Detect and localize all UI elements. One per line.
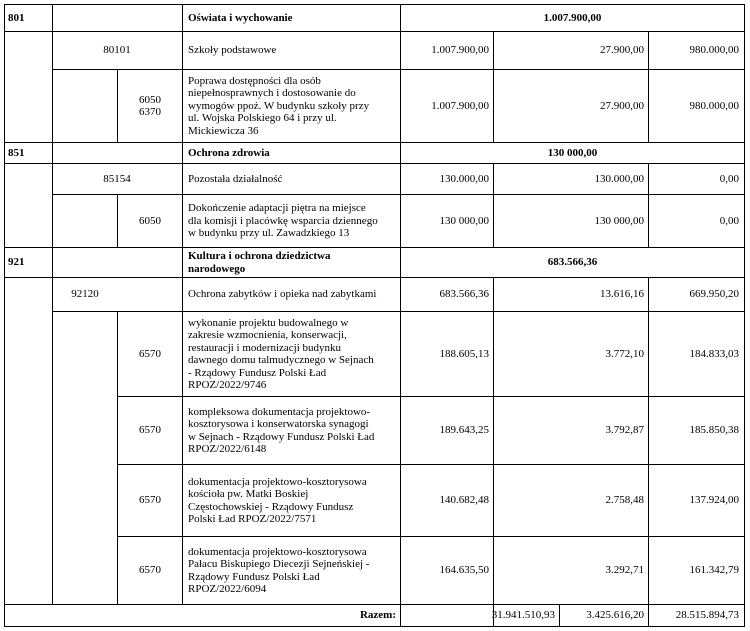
rozdzial-value-2: 130.000,00 — [594, 172, 644, 185]
item-value-2: 3.792,87 — [605, 424, 644, 437]
item-value-2: 27.900,00 — [600, 99, 644, 112]
paragraph-code: 6570 — [139, 347, 161, 360]
rozdzial-value-2: 13.616,16 — [600, 288, 644, 301]
rozdzial-name: Szkoły podstawowe — [188, 44, 277, 57]
total-value-3: 28.515.894,73 — [675, 609, 739, 622]
item-value-2: 3.772,10 — [605, 347, 644, 360]
item-value-3: 0,00 — [719, 214, 739, 227]
item-value-3: 184.833,03 — [689, 347, 739, 360]
rozdzial-value-3: 0,00 — [719, 172, 739, 185]
item-description: Dokończenie adaptacji piętra na miejsce dla komisji i placówkę wsparcia dziennego w budynku przy ul. Zawadzkiego 13 — [188, 202, 378, 240]
item-value-1: 189.643,25 — [439, 424, 489, 437]
rozdzial-name: Ochrona zabytków i opieka nad zabytkami — [188, 288, 377, 301]
item-value-1: 164.635,50 — [439, 564, 489, 577]
item-description: Poprawa dostępności dla osób niepełnosprawnych i dostosowanie do wymogów ppoż. W budynku szkoły przy ul. Wojska Polskiego 64 i przy ul. Mickiewicza 36 — [188, 74, 370, 137]
item-description: kompleksowa dokumentacja projektowo- kosztorysowa i konserwatorska synagogi w Sejnach - Rządowy Fundusz Polski Ład RPOZ/2022/6148 — [188, 405, 375, 455]
rozdzial-value-3: 980.000,00 — [689, 44, 739, 57]
item-value-3: 137.924,00 — [689, 494, 739, 507]
item-description: dokumentacja projektowo-kosztorysowa kościoła pw. Matki Boskiej Częstochowskiej - Rządowy Fundusz Polski Ład RPOZ/2022/7571 — [188, 475, 367, 525]
item-value-3: 161.342,79 — [689, 564, 739, 577]
col-border — [4, 4, 5, 627]
paragraph-code: 6050 6370 — [139, 93, 161, 118]
item-value-2: 3.292,71 — [605, 564, 644, 577]
rozdzial-code: 92120 — [71, 288, 99, 301]
rozdzial-code: 80101 — [103, 44, 131, 57]
dzial-code: 921 — [8, 256, 25, 269]
rozdzial-code: 85154 — [103, 172, 131, 185]
item-value-2: 130 000,00 — [594, 214, 644, 227]
total-value-2: 3.425.616,20 — [586, 609, 644, 622]
dzial-name: Ochrona zdrowia — [188, 146, 270, 159]
paragraph-code: 6050 — [139, 214, 161, 227]
dzial-code: 801 — [8, 11, 25, 24]
item-value-1: 188.605,13 — [439, 347, 489, 360]
budget-table — [4, 4, 745, 627]
item-description: wykonanie projektu budowalnego w zakresie wzmocnienia, konserwacji, restauracji i modernizacji budynku dawnego domu talmudycznego w Sejnach - Rządowy Fundusz Polski Ład RPOZ/2022/9746 — [188, 316, 374, 391]
dzial-total: 1.007.900,00 — [543, 11, 602, 24]
rozdzial-value-3: 669.950,20 — [689, 288, 739, 301]
rozdzial-value-2: 27.900,00 — [600, 44, 644, 57]
dzial-name: Kultura i ochrona dziedzictwa narodowego — [188, 250, 331, 275]
rozdzial-value-1: 1.007.900,00 — [431, 44, 489, 57]
dzial-total: 130 000,00 — [547, 146, 598, 159]
item-value-2: 2.758,48 — [605, 494, 644, 507]
paragraph-code: 6570 — [139, 424, 161, 437]
rozdzial-name: Pozostała działalność — [188, 172, 283, 185]
paragraph-code: 6570 — [139, 494, 161, 507]
col-border — [744, 4, 745, 627]
row-border — [4, 626, 745, 627]
item-value-1: 140.682,48 — [439, 494, 489, 507]
col-border — [182, 4, 183, 604]
total-label: Razem: — [359, 609, 396, 622]
item-value-1: 130 000,00 — [439, 214, 489, 227]
dzial-name: Oświata i wychowanie — [188, 11, 293, 24]
rozdzial-value-1: 130.000,00 — [439, 172, 489, 185]
item-value-3: 980.000,00 — [689, 99, 739, 112]
dzial-code: 851 — [8, 146, 25, 159]
paragraph-code: 6570 — [139, 564, 161, 577]
item-description: dokumentacja projektowo-kosztorysowa Pałacu Biskupiego Diecezji Sejneńskiej - Rządowy Fundusz Polski Ład RPOZ/2022/6094 — [188, 545, 370, 595]
dzial-total: 683.566,36 — [547, 256, 598, 269]
item-value-3: 185.850,38 — [689, 424, 739, 437]
rozdzial-value-1: 683.566,36 — [439, 288, 489, 301]
item-value-1: 1.007.900,00 — [431, 99, 489, 112]
total-value-1: 31.941.510,93 — [491, 609, 555, 622]
